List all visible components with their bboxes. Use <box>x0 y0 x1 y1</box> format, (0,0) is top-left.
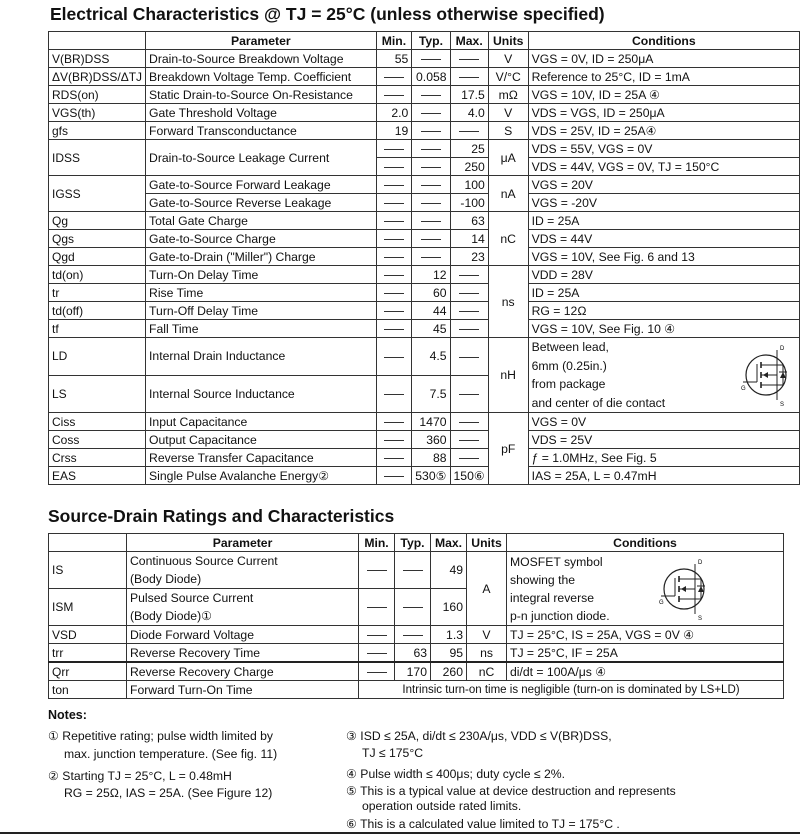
conditions-cell: VDS = 25V <box>528 431 799 449</box>
table-row <box>49 338 800 376</box>
note-5a: ⑤ This is a typical value at device destruction and represents <box>346 784 676 798</box>
typ-cell: 0.058 <box>412 68 450 86</box>
conditions-cell: VDS = 25V, ID = 25A④ <box>528 122 799 140</box>
source-drain-table <box>48 533 784 699</box>
units-cell: nC <box>467 662 507 681</box>
max-cell-empty <box>450 375 488 413</box>
symbol-cell: ton <box>49 681 127 699</box>
parameter-cell: Internal Drain Inductance <box>146 338 377 376</box>
typ-cell-empty <box>412 50 450 68</box>
min-cell-empty <box>376 284 412 302</box>
min-cell-empty <box>359 662 395 681</box>
min-cell-empty <box>376 176 412 194</box>
conditions-cell: VDS = 44V <box>528 230 799 248</box>
header-units: Units <box>467 534 507 552</box>
conditions-cell <box>507 552 784 626</box>
typ-cell: 88 <box>412 449 450 467</box>
mosfet-symbol-icon <box>657 556 717 622</box>
min-cell-empty <box>376 320 412 338</box>
typ-cell-empty <box>412 176 450 194</box>
symbol-cell: ISM <box>49 589 127 626</box>
parameter-cell: Fall Time <box>146 320 377 338</box>
note-1b: max. junction temperature. (See fig. 11) <box>64 747 278 761</box>
symbol-cell: Qrr <box>49 662 127 681</box>
svg-text:S: S <box>779 402 784 408</box>
typ-cell: 170 <box>395 662 431 681</box>
parameter-cell: Internal Source Inductance <box>146 375 377 413</box>
parameter-cell: Diode Forward Voltage <box>127 626 359 644</box>
min-cell: 2.0 <box>376 104 412 122</box>
units-cell: V <box>467 626 507 644</box>
max-cell: 17.5 <box>450 86 488 104</box>
max-cell-empty <box>450 122 488 140</box>
units-cell: S <box>488 122 528 140</box>
svg-text:D: D <box>698 560 703 566</box>
typ-cell: 4.5 <box>412 338 450 376</box>
table-row <box>49 644 784 663</box>
parameter-cell: Reverse Transfer Capacitance <box>146 449 377 467</box>
units-cell: ns <box>488 266 528 338</box>
conditions-cell: VGS = 10V, See Fig. 10 ④ <box>528 320 799 338</box>
min-cell-empty <box>376 467 412 485</box>
conditions-cell: IAS = 25A, L = 0.47mH <box>528 467 799 485</box>
min-cell-empty <box>376 302 412 320</box>
max-cell: 23 <box>450 248 488 266</box>
table-row <box>49 662 784 681</box>
symbol-cell: td(off) <box>49 302 146 320</box>
max-cell-empty <box>450 266 488 284</box>
min-cell: 19 <box>376 122 412 140</box>
typ-cell-empty <box>412 212 450 230</box>
units-cell: V <box>488 104 528 122</box>
conditions-cell: Intrinsic turn-on time is negligible (turn-on is dominated by LS+LD) <box>359 681 784 699</box>
conditions-cell: Reference to 25°C, ID = 1mA <box>528 68 799 86</box>
mosfet-symbol-icon <box>739 342 799 408</box>
parameter-cell: Forward Turn-On Time <box>127 681 359 699</box>
table-row <box>49 302 800 320</box>
table-row <box>49 176 800 194</box>
parameter-cell: Reverse Recovery Time <box>127 644 359 663</box>
table-row <box>49 431 800 449</box>
symbol-cell: EAS <box>49 467 146 485</box>
notes-header: Notes: <box>48 708 87 722</box>
note-6: ⑥ This is a calculated value limited to TJ = 175°C . <box>346 817 620 831</box>
units-cell: mΩ <box>488 86 528 104</box>
typ-cell: 360 <box>412 431 450 449</box>
max-cell-empty <box>450 302 488 320</box>
symbol-cell: tr <box>49 284 146 302</box>
parameter-cell: Turn-Off Delay Time <box>146 302 377 320</box>
conditions-cell: VGS = 10V, ID = 25A ④ <box>528 86 799 104</box>
conditions-line: MOSFET symbol <box>510 554 603 569</box>
symbol-cell: Qg <box>49 212 146 230</box>
min-cell-empty <box>376 68 412 86</box>
parameter-cell: Gate-to-Drain ("Miller") Charge <box>146 248 377 266</box>
svg-text:S: S <box>698 616 703 622</box>
conditions-cell: VGS = 10V, See Fig. 6 and 13 <box>528 248 799 266</box>
header-symbol <box>49 32 146 50</box>
parameter-cell: Turn-On Delay Time <box>146 266 377 284</box>
conditions-cell: VDS = VGS, ID = 250μA <box>528 104 799 122</box>
typ-cell-empty <box>412 158 450 176</box>
max-cell-empty <box>450 431 488 449</box>
typ-cell: 530⑤ <box>412 467 450 485</box>
min-cell-empty <box>376 230 412 248</box>
parameter-line: Continuous Source Current <box>130 554 278 568</box>
header-conditions: Conditions <box>507 534 784 552</box>
conditions-line: showing the <box>510 572 576 587</box>
conditions-cell: VDS = 44V, VGS = 0V, TJ = 150°C <box>528 158 799 176</box>
table-row <box>49 626 784 644</box>
max-cell: 49 <box>431 552 467 589</box>
conditions-cell: RG = 12Ω <box>528 302 799 320</box>
typ-cell-empty <box>395 589 431 626</box>
mosfet-description <box>510 553 780 625</box>
symbol-cell: Qgs <box>49 230 146 248</box>
parameter-line: (Body Diode)① <box>130 609 213 623</box>
max-cell-empty <box>450 68 488 86</box>
note-2b: RG = 25Ω, IAS = 25A. (See Figure 12) <box>64 786 273 800</box>
min-cell-empty <box>376 413 412 431</box>
min-cell-empty <box>376 194 412 212</box>
typ-cell-empty <box>395 552 431 589</box>
note-3a: ③ ISD ≤ 25A, di/dt ≤ 230A/μs, VDD ≤ V(BR)DSS, <box>346 729 612 743</box>
svg-text:G: G <box>659 600 664 606</box>
parameter-cell <box>127 589 359 626</box>
min-cell: 55 <box>376 50 412 68</box>
typ-cell-empty <box>412 104 450 122</box>
max-cell-empty <box>450 413 488 431</box>
typ-cell-empty <box>412 122 450 140</box>
table-row <box>49 248 800 266</box>
typ-cell-empty <box>412 194 450 212</box>
max-cell: 250 <box>450 158 488 176</box>
symbol-cell: Ciss <box>49 413 146 431</box>
table-row <box>49 230 800 248</box>
header-max: Max. <box>450 32 488 50</box>
parameter-cell: Total Gate Charge <box>146 212 377 230</box>
symbol-cell: Coss <box>49 431 146 449</box>
parameter-cell: Gate-to-Source Forward Leakage <box>146 176 377 194</box>
symbol-cell: trr <box>49 644 127 663</box>
typ-cell-empty <box>412 140 450 158</box>
parameter-cell: Output Capacitance <box>146 431 377 449</box>
max-cell: 100 <box>450 176 488 194</box>
conditions-line: integral reverse <box>510 590 594 605</box>
symbol-cell: td(on) <box>49 266 146 284</box>
header-max: Max. <box>431 534 467 552</box>
max-cell: 95 <box>431 644 467 663</box>
bottom-rule <box>0 832 800 834</box>
conditions-line: p-n junction diode. <box>510 608 610 623</box>
max-cell-empty <box>450 449 488 467</box>
table-row <box>49 122 800 140</box>
min-cell-empty <box>359 589 395 626</box>
conditions-cell: VDS = 55V, VGS = 0V <box>528 140 799 158</box>
units-cell: μA <box>488 140 528 176</box>
units-cell: ns <box>467 644 507 663</box>
symbol-cell: ΔV(BR)DSS/ΔTJ <box>49 68 146 86</box>
header-units: Units <box>488 32 528 50</box>
table-row <box>49 266 800 284</box>
note-1a: ① Repetitive rating; pulse width limited by <box>48 729 273 743</box>
symbol-cell: LD <box>49 338 146 376</box>
symbol-cell: gfs <box>49 122 146 140</box>
section-title-source-drain: Source-Drain Ratings and Characteristics <box>48 506 395 526</box>
conditions-cell: VGS = 0V <box>528 413 799 431</box>
max-cell: 4.0 <box>450 104 488 122</box>
table-row <box>49 86 800 104</box>
conditions-cell: VGS = -20V <box>528 194 799 212</box>
table-row <box>49 194 800 212</box>
note-4: ④ Pulse width ≤ 400μs; duty cycle ≤ 2%. <box>346 767 565 781</box>
symbol-cell: IDSS <box>49 140 146 176</box>
table-row <box>49 552 784 589</box>
symbol-cell: IS <box>49 552 127 589</box>
note-3b: TJ ≤ 175°C <box>362 746 424 760</box>
typ-cell: 45 <box>412 320 450 338</box>
table-row <box>49 104 800 122</box>
typ-cell: 63 <box>395 644 431 663</box>
symbol-cell: Qgd <box>49 248 146 266</box>
table-row <box>49 68 800 86</box>
symbol-cell: RDS(on) <box>49 86 146 104</box>
typ-cell: 60 <box>412 284 450 302</box>
conditions-cell <box>528 338 799 413</box>
min-cell-empty <box>376 375 412 413</box>
units-cell: nA <box>488 176 528 212</box>
conditions-cell: VGS = 0V, ID = 250μA <box>528 50 799 68</box>
typ-cell: 7.5 <box>412 375 450 413</box>
min-cell-empty <box>359 552 395 589</box>
conditions-cell: ID = 25A <box>528 284 799 302</box>
max-cell: 260 <box>431 662 467 681</box>
parameter-cell: Drain-to-Source Leakage Current <box>146 140 377 176</box>
conditions-line: 6mm (0.25in.) <box>531 358 607 373</box>
header-parameter: Parameter <box>146 32 377 50</box>
note-2a: ② Starting TJ = 25°C, L = 0.48mH <box>48 769 232 783</box>
units-cell: pF <box>488 413 528 485</box>
notes-section <box>48 708 788 831</box>
note-5b: operation outside rated limits. <box>362 799 522 813</box>
units-cell: nH <box>488 338 528 413</box>
min-cell-empty <box>376 212 412 230</box>
typ-cell-empty <box>395 626 431 644</box>
symbol-cell: tf <box>49 320 146 338</box>
max-cell-empty <box>450 338 488 376</box>
units-cell: V <box>488 50 528 68</box>
parameter-line: Pulsed Source Current <box>130 591 254 605</box>
typ-cell-empty <box>412 230 450 248</box>
header-parameter: Parameter <box>127 534 359 552</box>
conditions-cell: VGS = 20V <box>528 176 799 194</box>
typ-cell: 1470 <box>412 413 450 431</box>
table-row <box>49 50 800 68</box>
parameter-cell: Breakdown Voltage Temp. Coefficient <box>146 68 377 86</box>
svg-text:D: D <box>779 346 784 352</box>
table-row <box>49 320 800 338</box>
min-cell-empty <box>376 86 412 104</box>
table-row <box>49 413 800 431</box>
conditions-cell: TJ = 25°C, IF = 25A <box>507 644 784 663</box>
table-row <box>49 467 800 485</box>
parameter-cell: Rise Time <box>146 284 377 302</box>
max-cell: 14 <box>450 230 488 248</box>
table-row <box>49 140 800 158</box>
header-symbol <box>49 534 127 552</box>
parameter-cell: Gate Threshold Voltage <box>146 104 377 122</box>
electrical-characteristics-table <box>48 31 800 485</box>
conditions-cell: ƒ = 1.0MHz, See Fig. 5 <box>528 449 799 467</box>
typ-cell-empty <box>412 248 450 266</box>
min-cell-empty <box>376 266 412 284</box>
min-cell-empty <box>376 449 412 467</box>
parameter-cell: Static Drain-to-Source On-Resistance <box>146 86 377 104</box>
parameter-cell: Drain-to-Source Breakdown Voltage <box>146 50 377 68</box>
units-cell: V/°C <box>488 68 528 86</box>
max-cell: 160 <box>431 589 467 626</box>
table-row <box>49 681 784 699</box>
max-cell-empty <box>450 50 488 68</box>
min-cell-empty <box>359 626 395 644</box>
min-cell-empty <box>376 431 412 449</box>
min-cell-empty <box>376 338 412 376</box>
parameter-cell: Gate-to-Source Charge <box>146 230 377 248</box>
conditions-cell: TJ = 25°C, IS = 25A, VGS = 0V ④ <box>507 626 784 644</box>
symbol-cell: VGS(th) <box>49 104 146 122</box>
max-cell: 1.3 <box>431 626 467 644</box>
parameter-cell: Gate-to-Source Reverse Leakage <box>146 194 377 212</box>
conditions-cell: di/dt = 100A/μs ④ <box>507 662 784 681</box>
typ-cell-empty <box>412 86 450 104</box>
min-cell-empty <box>376 158 412 176</box>
symbol-cell: IGSS <box>49 176 146 212</box>
conditions-line: Between lead, <box>531 340 609 354</box>
max-cell: 63 <box>450 212 488 230</box>
typ-cell: 44 <box>412 302 450 320</box>
max-cell: -100 <box>450 194 488 212</box>
units-cell: A <box>467 552 507 626</box>
header-typ: Typ. <box>412 32 450 50</box>
typ-cell: 12 <box>412 266 450 284</box>
parameter-cell: Single Pulse Avalanche Energy② <box>146 467 377 485</box>
page-title: Electrical Characteristics @ TJ = 25°C (unless otherwise specified) <box>50 4 605 24</box>
max-cell: 25 <box>450 140 488 158</box>
conditions-line: and center of die contact <box>531 395 666 410</box>
conditions-cell: VDD = 28V <box>528 266 799 284</box>
min-cell-empty <box>359 644 395 663</box>
symbol-cell: Crss <box>49 449 146 467</box>
header-typ: Typ. <box>395 534 431 552</box>
svg-text:G: G <box>740 386 746 392</box>
header-min: Min. <box>359 534 395 552</box>
parameter-cell: Forward Transconductance <box>146 122 377 140</box>
max-cell-empty <box>450 284 488 302</box>
max-cell: 150⑥ <box>450 467 488 485</box>
symbol-cell: LS <box>49 375 146 413</box>
symbol-cell: V(BR)DSS <box>49 50 146 68</box>
min-cell-empty <box>376 248 412 266</box>
header-conditions: Conditions <box>528 32 799 50</box>
units-cell: nC <box>488 212 528 266</box>
min-cell-empty <box>376 140 412 158</box>
symbol-cell: VSD <box>49 626 127 644</box>
table-row <box>49 212 800 230</box>
parameter-cell: Reverse Recovery Charge <box>127 662 359 681</box>
parameter-cell: Input Capacitance <box>146 413 377 431</box>
table-row <box>49 449 800 467</box>
max-cell-empty <box>450 320 488 338</box>
conditions-cell: ID = 25A <box>528 212 799 230</box>
header-min: Min. <box>376 32 412 50</box>
parameter-line: (Body Diode) <box>130 572 202 586</box>
conditions-line: from package <box>531 377 606 391</box>
parameter-cell <box>127 552 359 589</box>
table-row <box>49 284 800 302</box>
